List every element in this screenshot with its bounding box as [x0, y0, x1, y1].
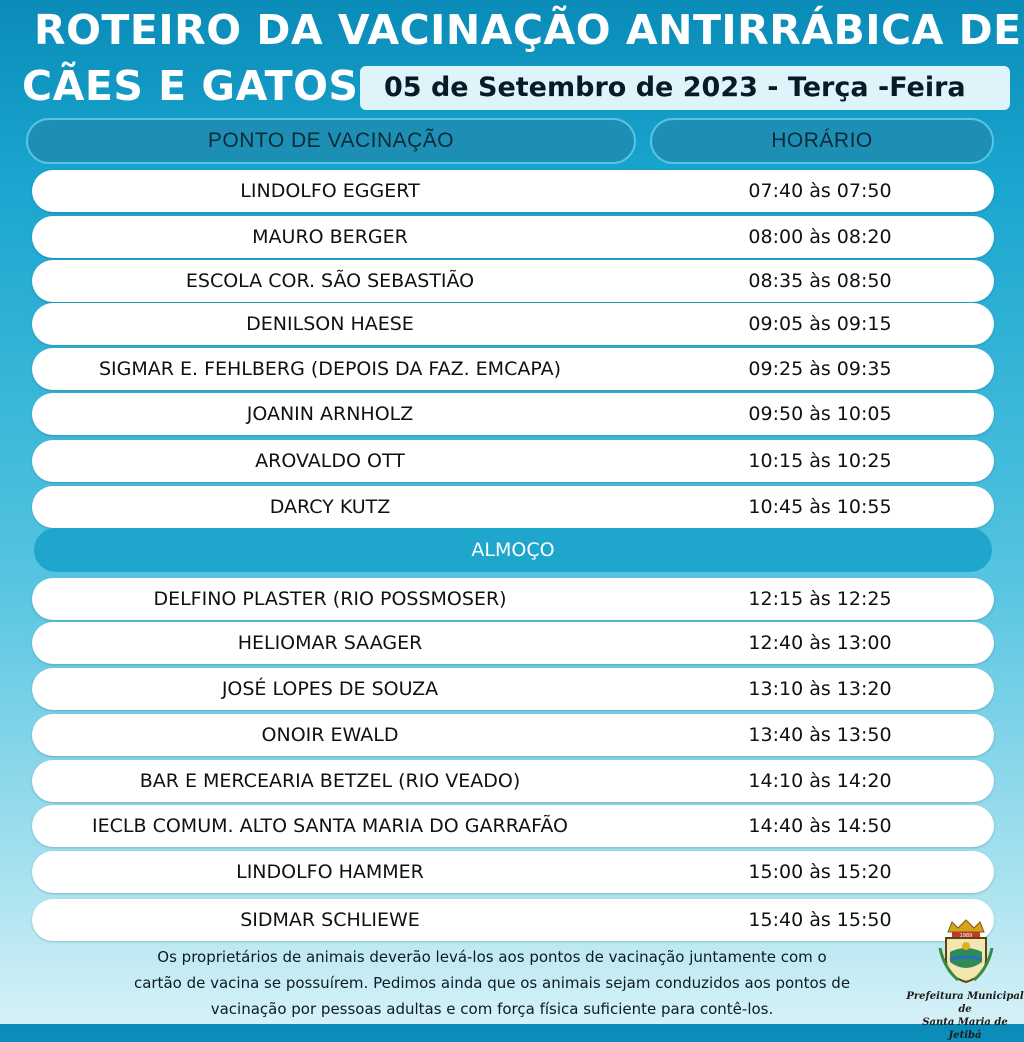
table-row [32, 805, 994, 847]
footer-line-1: Os proprietários de animais deverão levá-los aos pontos de vacinação juntamente com o [157, 948, 827, 966]
footer-line-2: cartão de vacina se possuírem. Pedimos ainda que os animais sejam conduzidos aos pontos de [133, 974, 851, 992]
table-row [32, 578, 994, 620]
row-place: JOSÉ LOPES DE SOUZA [221, 678, 439, 700]
row-time: 08:00 às 08:20 [748, 226, 892, 248]
row-place: LINDOLFO HAMMER [236, 861, 424, 883]
row-place: HELIOMAR SAAGER [237, 632, 423, 654]
row-time: 10:45 às 10:55 [748, 496, 892, 518]
row-time: 14:10 às 14:20 [748, 770, 892, 792]
row-place: BAR E MERCEARIA BETZEL (RIO VEADO) [139, 770, 521, 792]
crest-year: 1989 [959, 933, 973, 939]
row-time: 08:35 às 08:50 [748, 270, 892, 292]
row-time: 07:40 às 07:50 [748, 180, 892, 202]
footer-note [92, 944, 892, 1022]
row-place: LINDOLFO EGGERT [240, 180, 420, 202]
row-time: 15:00 às 15:20 [748, 861, 892, 883]
header-place: PONTO DE VACINAÇÃO [26, 118, 636, 164]
row-place: ONOIR EWALD [261, 724, 399, 746]
municipality-name [906, 990, 1024, 1042]
table-row [32, 348, 994, 390]
date-text: 05 de Setembro de 2023 - Terça -Feira [384, 72, 966, 103]
table-row [32, 440, 994, 482]
row-place: DENILSON HAESE [246, 313, 414, 335]
municipality-name-line-2: Santa Maria de Jetibá [922, 1017, 1008, 1041]
lunch-divider: ALMOÇO [34, 528, 992, 572]
page-title-line2: CÃES E GATOS [22, 62, 359, 110]
table-row [32, 393, 994, 435]
table-row [32, 668, 994, 710]
header-time: HORÁRIO [650, 118, 994, 164]
row-place: MAURO BERGER [252, 226, 408, 248]
row-time: 09:05 às 09:15 [748, 313, 892, 335]
footer-line-3: vacinação por pessoas adultas e com força física suficiente para contê-los. [210, 1000, 774, 1018]
title-row-2 [22, 62, 1012, 112]
row-place: SIDMAR SCHLIEWE [240, 909, 420, 931]
row-time: 09:50 às 10:05 [748, 403, 892, 425]
row-time: 09:25 às 09:35 [748, 358, 892, 380]
row-time: 13:40 às 13:50 [748, 724, 892, 746]
row-time: 12:40 às 13:00 [748, 632, 892, 654]
table-row [32, 760, 994, 802]
row-place: ESCOLA COR. SÃO SEBASTIÃO [185, 270, 475, 292]
row-time: 10:15 às 10:25 [748, 450, 892, 472]
municipal-crest-icon [938, 918, 994, 986]
table-row [32, 170, 994, 212]
row-place: DELFINO PLASTER (RIO POSSMOSER) [153, 588, 507, 610]
municipality-name-line-1: Prefeitura Municipal de [906, 991, 1024, 1015]
row-time: 15:40 às 15:50 [748, 909, 892, 931]
table-row [32, 714, 994, 756]
table-row [32, 216, 994, 258]
row-place: AROVALDO OTT [255, 450, 405, 472]
row-place: DARCY KUTZ [269, 496, 391, 518]
row-time: 12:15 às 12:25 [748, 588, 892, 610]
page-title-line1: ROTEIRO DA VACINAÇÃO ANTIRRÁBICA DE [34, 6, 1022, 54]
table-row [32, 851, 994, 893]
row-place: JOANIN ARNHOLZ [246, 403, 414, 425]
row-time: 14:40 às 14:50 [748, 815, 892, 837]
table-row [32, 486, 994, 528]
table-row [32, 260, 994, 302]
table-row [32, 303, 994, 345]
row-time: 13:10 às 13:20 [748, 678, 892, 700]
table-row [32, 622, 994, 664]
row-place: IECLB COMUM. ALTO SANTA MARIA DO GARRAFÃO [92, 815, 568, 837]
row-place: SIGMAR E. FEHLBERG (DEPOIS DA FAZ. EMCAPA) [98, 358, 561, 380]
table-row [32, 899, 994, 941]
